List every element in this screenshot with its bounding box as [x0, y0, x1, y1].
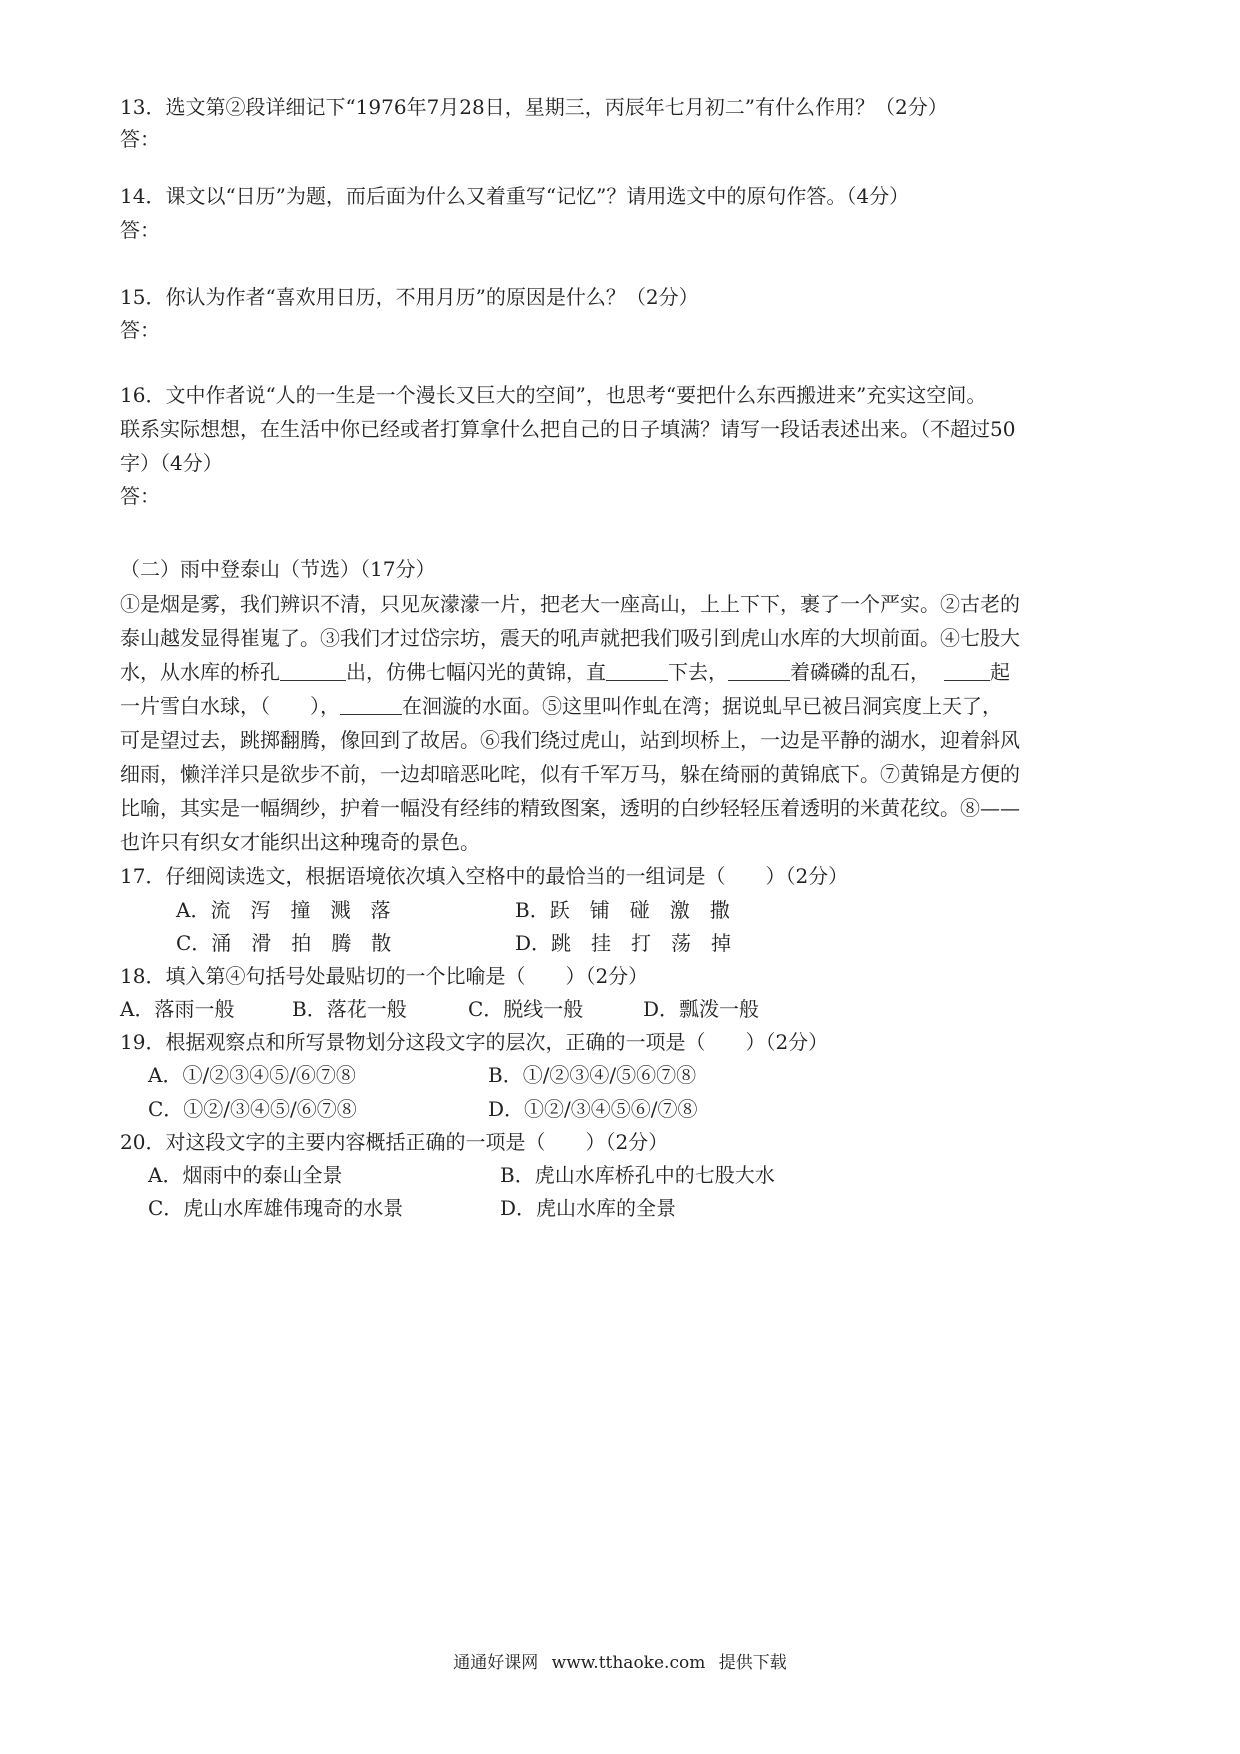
q17-option-d[interactable]: D．跳 挂 打 荡 掉 [515, 931, 732, 955]
question-13: 13．选文第②段详细记下“1976年7月28日，星期三，丙辰年七月初二”有什么作用？（2分） [120, 95, 948, 119]
fill-blank-4[interactable] [944, 662, 990, 681]
passage-line-4: 一片雪白水球，（ ）， 在洄漩的水面。⑤这里叫作虬在湾；据说虬早已被吕洞宾度上天了， [120, 694, 1002, 718]
passage-line-2: 泰山越发显得崔嵬了。③我们才过岱宗坊，震天的吼声就把我们吸引到虎山水库的大坝前面。④七股大 [120, 626, 1020, 650]
q19-option-d[interactable]: D．①②/③④⑤⑥/⑦⑧ [488, 1097, 698, 1121]
q20-option-c[interactable]: C．虎山水库雄伟瑰奇的水景 [148, 1196, 404, 1220]
question-14: 14．课文以“日历”为题，而后面为什么又着重写“记忆”？请用选文中的原句作答。（4分） [120, 184, 910, 208]
footer-url-link[interactable]: www.tthaoke.com [551, 1653, 706, 1673]
fill-blank-1[interactable] [280, 662, 346, 681]
question-17: 17．仔细阅读选文，根据语境依次填入空格中的最恰当的一组词是（ ）（2分） [120, 864, 849, 888]
question-16-line-1: 16．文中作者说“人的一生是一个漫长又巨大的空间”，也思考“要把什么东西搬进来”充实这空间。 [120, 383, 987, 407]
page-footer [0, 1655, 1240, 1672]
q18-option-a[interactable]: A．落雨一般 [120, 997, 235, 1021]
q20-option-a[interactable]: A．烟雨中的泰山全景 [148, 1163, 343, 1187]
q17-option-a[interactable]: A．流 泻 撞 溅 落 [176, 898, 391, 922]
answer-label-15: 答： [120, 318, 160, 342]
passage-line-3: 水，从水库的桥孔 出，仿佛七幅闪光的黄锦，直 下去， 着磷磷的乱石， 起 [120, 660, 1010, 684]
answer-label-16: 答： [120, 484, 160, 508]
section-title: （二）雨中登泰山（节选）（17分） [120, 557, 436, 581]
question-16-line-2: 联系实际想想，在生活中你已经或者打算拿什么把自己的日子填满？请写一段话表述出来。（不超过50 [120, 417, 1016, 441]
q19-option-b[interactable]: B．①/②③④/⑤⑥⑦⑧ [488, 1063, 697, 1087]
question-15: 15．你认为作者“喜欢用日历，不用月历”的原因是什么？（2分） [120, 285, 699, 309]
passage-line-1: ①是烟是雾，我们辨识不清，只见灰濛濛一片，把老大一座高山，上上下下，裹了一个严实。②古老的 [120, 592, 1020, 616]
question-18: 18．填入第④句括号处最贴切的一个比喻是（ ）（2分） [120, 964, 649, 988]
answer-label-13: 答： [120, 127, 160, 151]
fill-blank-5[interactable] [340, 696, 402, 715]
q17-option-b[interactable]: B．跃 铺 碰 激 撒 [515, 898, 730, 922]
q20-option-b[interactable]: B．虎山水库桥孔中的七股大水 [500, 1163, 775, 1187]
answer-label-14: 答： [120, 218, 160, 242]
footer-site-name: 通通好课网 [453, 1653, 539, 1673]
question-20: 20．对这段文字的主要内容概括正确的一项是（ ）（2分） [120, 1130, 669, 1154]
fill-blank-3[interactable] [728, 662, 790, 681]
question-16-line-3: 字）（4分） [120, 451, 223, 475]
q19-option-a[interactable]: A．①/②③④⑤/⑥⑦⑧ [148, 1063, 356, 1087]
q19-option-c[interactable]: C．①②/③④⑤/⑥⑦⑧ [148, 1097, 357, 1121]
question-19: 19．根据观察点和所写景物划分这段文字的层次，正确的一项是（ ）（2分） [120, 1030, 829, 1054]
footer-suffix: 提供下载 [718, 1653, 787, 1673]
passage-line-5: 可是望过去，跳掷翻腾，像回到了故居。⑥我们绕过虎山，站到坝桥上，一边是平静的湖水，迎着斜风 [120, 728, 1020, 752]
passage-line-7: 比喻，其实是一幅绸纱，护着一幅没有经纬的精致图案，透明的白纱轻轻压着透明的米黄花纹。⑧—— [120, 796, 1020, 820]
passage-line-6: 细雨，懒洋洋只是欲步不前，一边却暗恶叱咤，似有千军万马，躲在绮丽的黄锦底下。⑦黄锦是方便的 [120, 762, 1020, 786]
q18-option-c[interactable]: C．脱线一般 [468, 997, 584, 1021]
q18-option-d[interactable]: D．瓢泼一般 [643, 997, 760, 1021]
fill-blank-2[interactable] [606, 662, 668, 681]
q20-option-d[interactable]: D．虎山水库的全景 [500, 1196, 677, 1220]
q18-option-b[interactable]: B．落花一般 [292, 997, 407, 1021]
passage-line-8: 也许只有织女才能织出这种瑰奇的景色。 [120, 830, 480, 854]
q17-option-c[interactable]: C．涌 滑 拍 腾 散 [176, 931, 392, 955]
